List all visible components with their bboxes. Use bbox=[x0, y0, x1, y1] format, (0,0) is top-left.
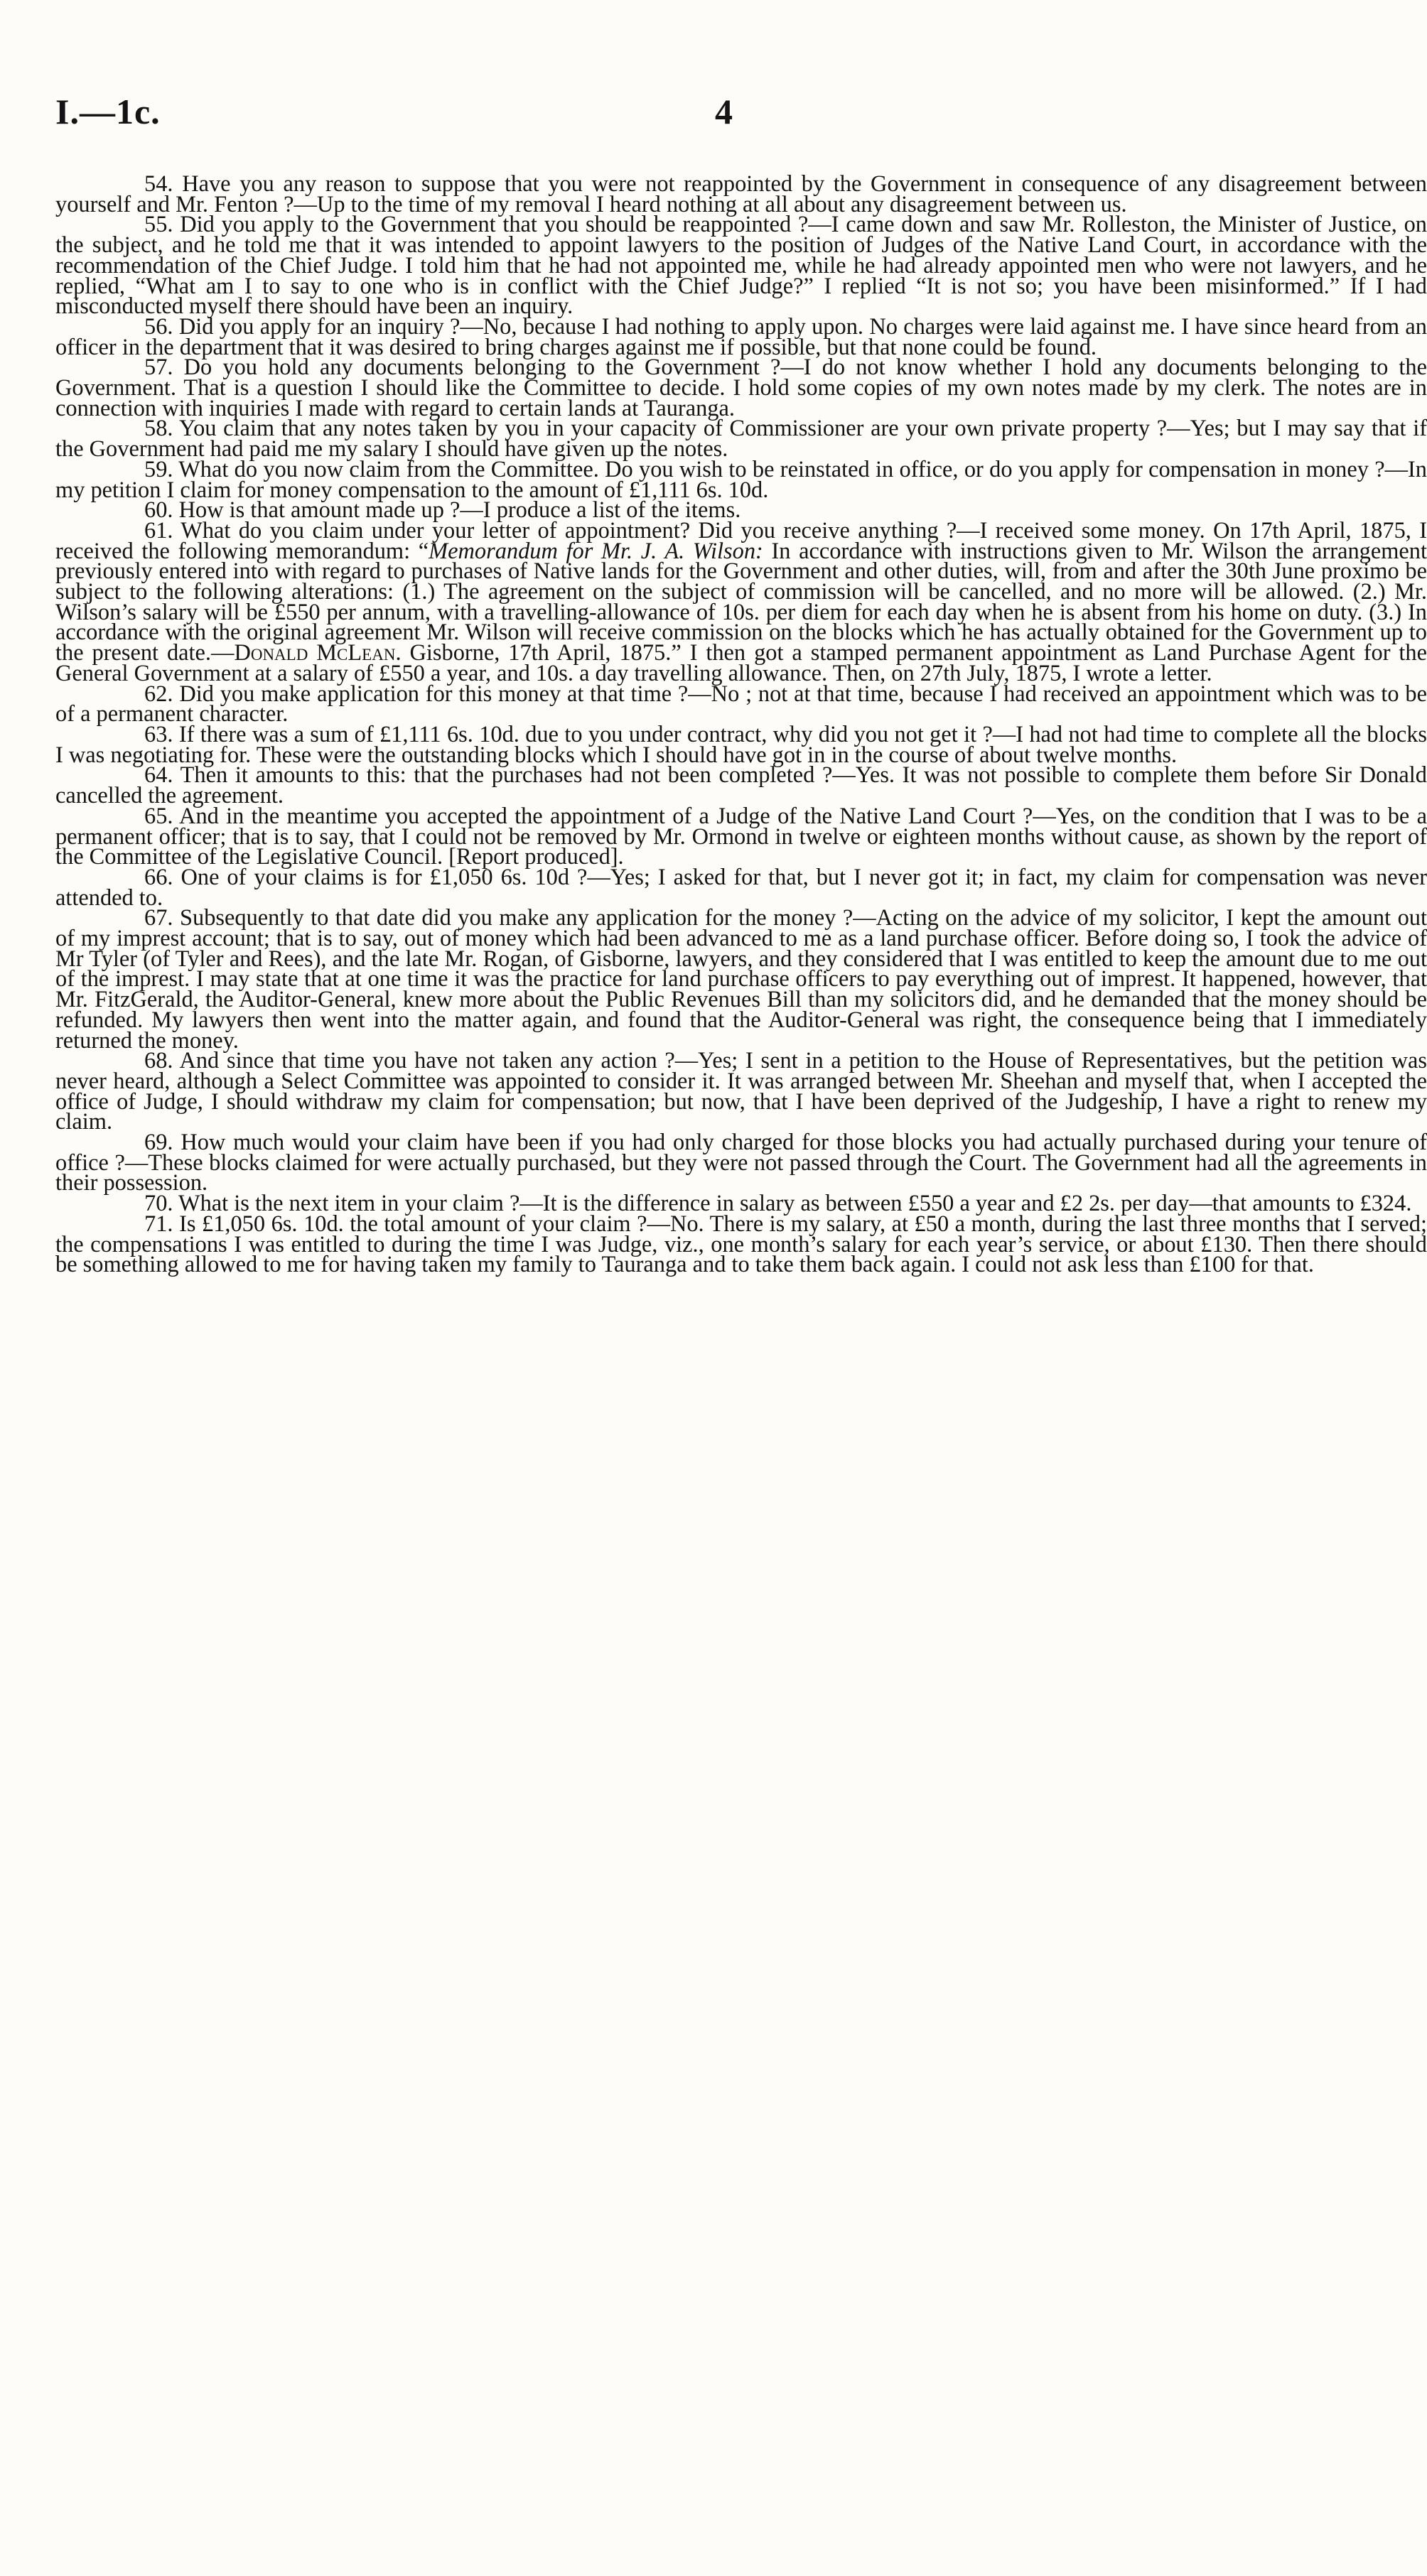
paragraph-68 bbox=[55, 1048, 1427, 1135]
paragraph-number: 54. bbox=[144, 171, 173, 197]
paragraph-number: 61. bbox=[144, 517, 173, 543]
page-header bbox=[55, 91, 1427, 155]
paragraph-69 bbox=[55, 1132, 1427, 1194]
document-reference: I.—1c. bbox=[55, 92, 161, 131]
paragraph-number: 58. bbox=[144, 416, 173, 442]
paragraph-64 bbox=[55, 762, 1427, 809]
paragraph-text: Do you hold any documents belonging to the Government ?—I do not know whether I hold any documents belonging to the Government. That is a question I should like the Committee to decide. I hold some copies of my own notes made by my clerk. The notes are in connection with inquiries I made with regard to certain lands at Tauranga. bbox=[55, 355, 1427, 421]
paragraph-text-continued: Gisborne, 17th April, 1875.” I then got a stamped permanent appointment as Land Purchase Agent for the General Government at a salary of £550 a year, and 10s. a day travelling allowance. Then, on 27th July, 1875, I wrote a letter. bbox=[55, 640, 1427, 686]
paragraph-number: 60. bbox=[144, 497, 173, 524]
paragraph-text: You claim that any notes taken by you in your capacity of Commissioner are your own private property ?—Yes; but I may say that if the Government had paid me my salary I should have given up the notes. bbox=[55, 416, 1427, 462]
page-number: 4 bbox=[715, 92, 733, 131]
paragraph-number: 64. bbox=[144, 762, 173, 789]
paragraph-71 bbox=[55, 1211, 1427, 1278]
paragraph-55 bbox=[55, 212, 1427, 320]
paragraph-text: What do you claim under your letter of appointment? Did you receive anything ?—I received some money. On 17th April, 1875, I received the following memorandum: “ bbox=[55, 517, 1427, 564]
paragraph-number: 55. bbox=[144, 212, 173, 238]
paragraph-text: Did you make application for this money at that time ?—No ; not at that time, because I had received an appointment which was to be of a permanent character. bbox=[55, 681, 1427, 727]
paragraph-61 bbox=[55, 517, 1427, 686]
paragraph-number: 67. bbox=[144, 905, 173, 931]
paragraph-number: 56. bbox=[144, 313, 173, 340]
paragraph-text: What is the next item in your claim ?—It is the difference in salary as between £550 a year and £2 2s. per day—that amounts to £324. bbox=[178, 1191, 1412, 1217]
paragraph-62 bbox=[55, 681, 1427, 727]
memorandum-signature: Donald McLean. bbox=[234, 640, 402, 666]
paragraph-text: Have you any reason to suppose that you were not reappointed by the Government in consequence of any disagreement between yourself and Mr. Fenton ?—Up to the time of my removal I heard nothing at all about any disagreement between us. bbox=[55, 171, 1427, 217]
paragraph-number: 63. bbox=[144, 721, 173, 747]
paragraph-67 bbox=[55, 905, 1427, 1054]
paragraph-text: Subsequently to that date did you make any application for the money ?—Acting on the advice of my solicitor, I kept the amount out of my imprest account; that is to say, out of money which had been advanced to me as a land purchase officer. Before doing so, I took the advice of Mr Tyler (of Tyler and Rees), and the late Mr. Rogan, of Gisborne, lawyers, and they considered that I was entitled to keep the amount due to me out of the imprest. I may state that at one time it was the practice for land purchase officers to pay everything out of imprest. It happened, however, that Mr. FitzGerald, the Auditor-General, knew more about the Public Revenues Bill than my solicitors did, and he demanded that the money should be refunded. My lawyers then went into the matter again, and found that the Auditor-General was right, the consequence being that I immediately returned the money. bbox=[55, 905, 1427, 1054]
paragraph-number: 66. bbox=[144, 864, 173, 890]
paragraph-text: How is that amount made up ?—I produce a list of the items. bbox=[178, 497, 741, 524]
paragraph-number: 57. bbox=[144, 355, 173, 381]
paragraph-number: 59. bbox=[144, 456, 173, 482]
paragraph-57 bbox=[55, 355, 1427, 421]
paragraph-65 bbox=[55, 803, 1427, 870]
paragraph-54 bbox=[55, 171, 1427, 217]
paragraph-text: Then it amounts to this: that the purchases had not been completed ?—Yes. It was not possible to complete them before Sir Donald cancelled the agreement. bbox=[55, 762, 1427, 809]
paragraph-number: 71. bbox=[144, 1211, 173, 1237]
paragraph-number: 70. bbox=[144, 1191, 173, 1217]
paragraph-text: If there was a sum of £1,111 6s. 10d. due to you under contract, why did you not get it ?—I had not had time to complete all the blocks I was negotiating for. These were the outstanding blocks which I should have got in in the course of about twelve months. bbox=[55, 721, 1427, 768]
paragraph-text: How much would your claim have been if you had only charged for those blocks you had actually purchased during your tenure of office ?—These blocks claimed for were actually purchased, but they were not passed through the Court. The Government had all the agreements in their possession. bbox=[55, 1130, 1427, 1196]
memorandum-text: In accordance with instructions given to Mr. Wilson the arrangement previously entered into with regard to purchases of Native lands for the Government and other duties, will, from and after the 30th June proximo be subject to the following alterations: (1.) The agreement on the subject of commission will be cancelled, and no more will be allowed. (2.) Mr. Wilson’s salary will be £550 per annum, with a travelling-allowance of 10s. per diem for each day when he is absent from his home on duty. (3.) In accordance with the original agreement Mr. Wilson will receive commission on the blocks which he has actually obtained for the Government up to the present date.— bbox=[55, 538, 1427, 666]
document-body bbox=[55, 171, 1427, 1278]
paragraph-number: 62. bbox=[144, 681, 173, 707]
paragraph-number: 69. bbox=[144, 1130, 173, 1156]
paragraph-text: And in the meantime you accepted the appointment of a Judge of the Native Land Court ?—Yes, on the condition that I was to be a permanent officer; that is to say, that I could not be removed by Mr. Ormond in twelve or eighteen months without cause, as shown by the report of the Committee of the Legislative Council. [Report produced]. bbox=[55, 803, 1427, 870]
paragraph-text: Did you apply for an inquiry ?—No, because I had nothing to apply upon. No charges were laid against me. I have since heard from an officer in the department that it was desired to bring charges against me if possible, but that none could be found. bbox=[55, 313, 1427, 360]
paragraph-text: Is £1,050 6s. 10d. the total amount of your claim ?—No. There is my salary, at £50 a month, during the last three months that I served; the compensations I was entitled to during the time I was Judge, viz., one month’s salary for each year’s service, or about £130. Then there should be something allowed to me for having taken my family to Tauranga and to take them back again. I could not ask less than £100 for that. bbox=[55, 1211, 1427, 1278]
paragraph-56 bbox=[55, 313, 1427, 360]
paragraph-number: 68. bbox=[144, 1048, 173, 1074]
paragraph-text: And since that time you have not taken any action ?—Yes; I sent in a petition to the House of Representatives, but the petition was never heard, although a Select Committee was appointed to consider it. It was arranged between Mr. Sheehan and myself that, when I accepted the office of Judge, I should withdraw my claim for compensation; but now, that I have been deprived of the Judgeship, I have a right to renew my claim. bbox=[55, 1048, 1427, 1135]
paragraph-58 bbox=[55, 416, 1427, 462]
paragraph-text: Did you apply to the Government that you should be reappointed ?—I came down and saw Mr. Rolleston, the Minister of Justice, on the subject, and he told me that it was intended to appoint lawyers to the position of Judges of the Native Land Court, in accordance with the recommendation of the Chief Judge. I told him that he had not appointed me, while he had already appointed men who were not lawyers, and he replied, “What am I to say to one who is in conflict with the Chief Judge?” I replied “It is not so; you have been misinformed.” If I had misconducted myself there should have been an inquiry. bbox=[55, 212, 1427, 320]
paragraph-63 bbox=[55, 721, 1427, 768]
paragraph-66 bbox=[55, 864, 1427, 911]
paragraph-59 bbox=[55, 456, 1427, 503]
paragraph-text: What do you now claim from the Committee. Do you wish to be reinstated in office, or do you apply for compensation in money ?—In my petition I claim for money compensation to the amount of £1,111 6s. 10d. bbox=[55, 456, 1427, 503]
paragraph-number: 65. bbox=[144, 803, 173, 829]
paragraph-text: One of your claims is for £1,050 6s. 10d ?—Yes; I asked for that, but I never got it; in fact, my claim for compensation was never attended to. bbox=[55, 864, 1427, 911]
memorandum-heading: Memorandum for Mr. J. A. Wilson: bbox=[429, 538, 763, 564]
